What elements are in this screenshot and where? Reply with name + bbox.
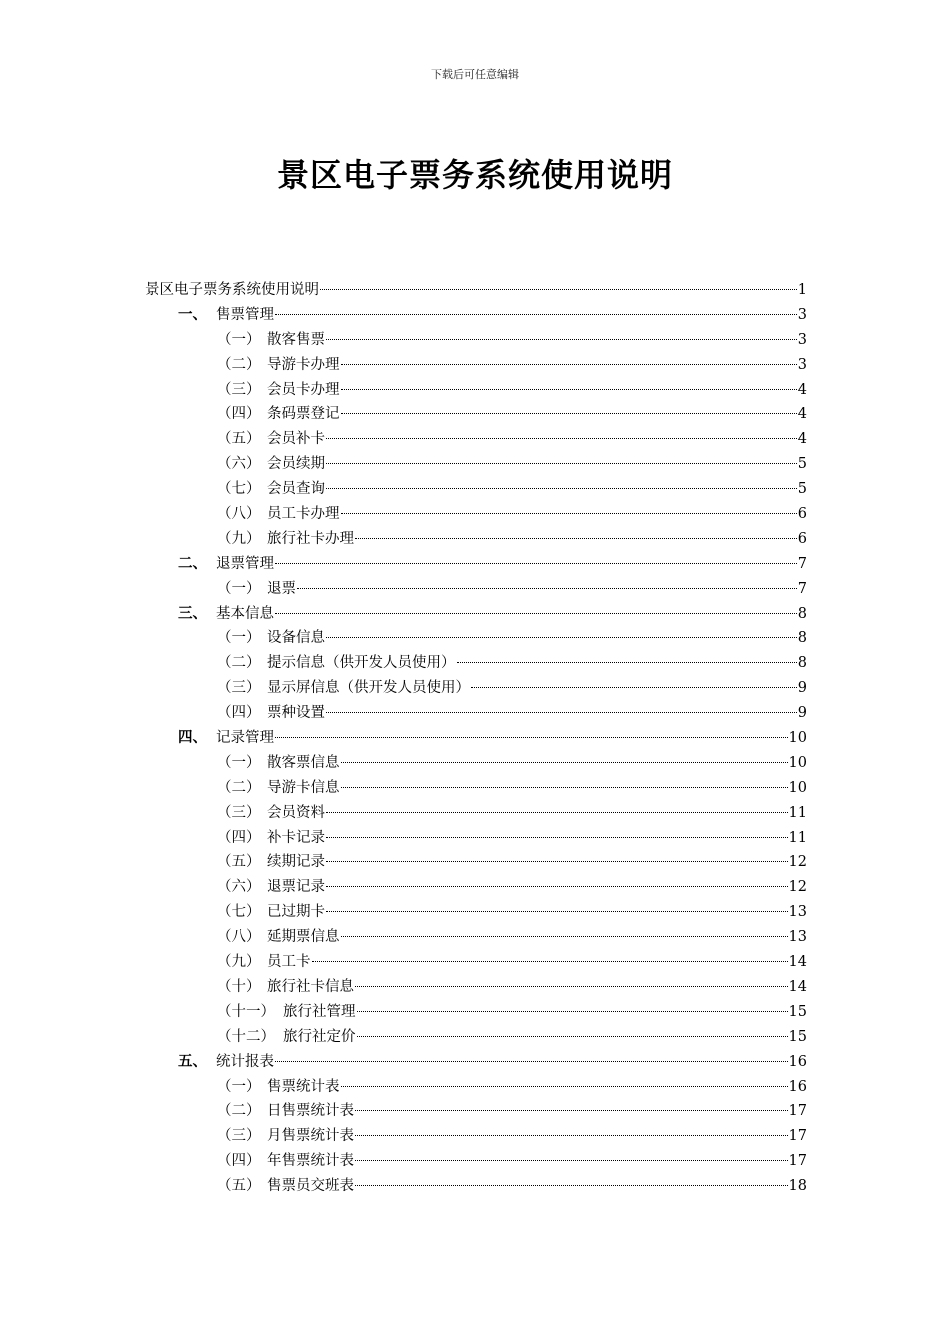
- toc-entry[interactable]: [145, 826, 807, 851]
- toc-entry[interactable]: [145, 676, 807, 701]
- toc-entry[interactable]: [145, 1174, 807, 1199]
- toc-entry[interactable]: [145, 602, 807, 627]
- toc-entry-number: （四）: [217, 1153, 261, 1170]
- toc-entry[interactable]: [145, 402, 807, 427]
- toc-entry-number: （七）: [217, 904, 261, 921]
- toc-entry[interactable]: [145, 303, 807, 328]
- toc-entry-number: （十二）: [217, 1028, 275, 1045]
- toc-entry[interactable]: [145, 552, 807, 577]
- toc-entry[interactable]: [145, 477, 807, 502]
- toc-entry-page: 12: [788, 854, 807, 871]
- toc-entry-number: （三）: [217, 381, 261, 398]
- toc-entry-page: 3: [797, 331, 807, 348]
- toc-leader-dots: [355, 1185, 788, 1186]
- toc-entry-label: 已过期卡: [267, 904, 325, 921]
- toc-entry-number: （三）: [217, 804, 261, 821]
- toc-entry[interactable]: [145, 975, 807, 1000]
- toc-entry[interactable]: [145, 328, 807, 353]
- toc-entry-page: 5: [797, 481, 807, 498]
- toc-entry-page: 4: [797, 406, 807, 423]
- toc-entry[interactable]: [145, 1099, 807, 1124]
- toc-entry[interactable]: [145, 502, 807, 527]
- toc-entry-number: （一）: [217, 331, 261, 348]
- toc-entry-label: 年售票统计表: [267, 1153, 354, 1170]
- toc-entry-label: 旅行社管理: [283, 1003, 356, 1020]
- toc-entry-label: 统计报表: [216, 1053, 274, 1070]
- toc-entry-label: 提示信息（供开发人员使用）: [267, 655, 456, 672]
- toc-entry-number: （五）: [217, 1178, 261, 1195]
- toc-entry-label: 售票统计表: [267, 1078, 340, 1095]
- toc-entry-label: 导游卡办理: [267, 356, 340, 373]
- toc-entry-page: 1: [797, 282, 807, 298]
- toc-entry-page: 14: [788, 978, 807, 995]
- toc-leader-dots: [355, 1160, 788, 1161]
- toc-entry-page: 8: [797, 630, 807, 647]
- toc-leader-dots: [457, 662, 797, 663]
- toc-leader-dots: [355, 986, 788, 987]
- toc-leader-dots: [341, 364, 797, 365]
- toc-leader-dots: [471, 687, 797, 688]
- toc-entry-page: 6: [797, 530, 807, 547]
- toc-entry-label: 日售票统计表: [267, 1103, 354, 1120]
- toc-entry-label: 票种设置: [267, 705, 325, 722]
- toc-entry-page: 18: [788, 1178, 807, 1195]
- toc-entry-page: 4: [797, 431, 807, 448]
- toc-entry[interactable]: [145, 776, 807, 801]
- toc-entry-label: 散客票信息: [267, 754, 340, 771]
- toc-entry[interactable]: [145, 651, 807, 676]
- toc-entry[interactable]: [145, 801, 807, 826]
- toc-entry-label: 会员补卡: [267, 431, 325, 448]
- toc-entry[interactable]: [145, 626, 807, 651]
- toc-leader-dots: [326, 911, 788, 912]
- toc-entry[interactable]: [145, 353, 807, 378]
- toc-entry[interactable]: [145, 1149, 807, 1174]
- toc-entry-page: 6: [797, 506, 807, 523]
- toc-entry-number: （十一）: [217, 1003, 275, 1020]
- toc-entry-page: 15: [788, 1003, 807, 1020]
- toc-entry-label: 员工卡: [267, 954, 311, 971]
- toc-leader-dots: [355, 1135, 788, 1136]
- toc-entry-page: 17: [788, 1153, 807, 1170]
- toc-entry-label: 旅行社定价: [283, 1028, 356, 1045]
- toc-entry-page: 13: [788, 904, 807, 921]
- toc-entry-label: 显示屏信息（供开发人员使用）: [267, 680, 470, 697]
- toc-leader-dots: [275, 737, 788, 738]
- toc-entry[interactable]: [145, 1025, 807, 1050]
- toc-entry-label: 旅行社卡信息: [267, 978, 354, 995]
- header-note: 下载后可任意编辑: [431, 68, 519, 81]
- toc-entry-number: 四、: [178, 729, 207, 747]
- toc-entry[interactable]: [145, 378, 807, 403]
- toc-entry-number: （五）: [217, 431, 261, 448]
- toc-leader-dots: [326, 488, 797, 489]
- toc-entry-page: 10: [788, 754, 807, 771]
- toc-entry[interactable]: [145, 850, 807, 875]
- toc-entry-number: （五）: [217, 854, 261, 871]
- toc-leader-dots: [341, 762, 788, 763]
- toc-leader-dots: [341, 413, 797, 414]
- toc-entry-page: 8: [797, 605, 807, 622]
- toc-entry-number: （六）: [217, 879, 261, 896]
- toc-entry-number: （七）: [217, 481, 261, 498]
- toc-entry-page: 17: [788, 1128, 807, 1145]
- toc-entry-label: 会员卡办理: [267, 381, 340, 398]
- toc-entry-label: 旅行社卡办理: [267, 530, 354, 547]
- toc-entry[interactable]: [145, 527, 807, 552]
- toc-entry-number: （一）: [217, 630, 261, 647]
- toc-entry-label: 售票管理: [216, 306, 274, 323]
- toc-entry-label: 延期票信息: [267, 929, 340, 946]
- toc-entry-label: 售票员交班表: [267, 1178, 354, 1195]
- toc-entry-page: 3: [797, 306, 807, 323]
- toc-leader-dots: [326, 339, 797, 340]
- toc-entry-label: 基本信息: [216, 605, 274, 622]
- toc-entry-page: 12: [788, 879, 807, 896]
- toc-entry-number: （九）: [217, 954, 261, 971]
- toc-leader-dots: [326, 837, 788, 838]
- toc-entry-page: 14: [788, 954, 807, 971]
- toc-leader-dots: [357, 1036, 788, 1037]
- toc-entry-label: 员工卡办理: [267, 506, 340, 523]
- toc-entry-page: 4: [797, 381, 807, 398]
- toc-leader-dots: [297, 588, 797, 589]
- toc-entry-label: 退票管理: [216, 555, 274, 572]
- toc-entry-number: （四）: [217, 705, 261, 722]
- toc-entry[interactable]: [145, 950, 807, 975]
- toc-entry[interactable]: [145, 701, 807, 726]
- toc-entry-label: 会员资料: [267, 804, 325, 821]
- toc-entry[interactable]: [145, 577, 807, 602]
- toc-entry-number: （一）: [217, 754, 261, 771]
- toc-leader-dots: [275, 563, 797, 564]
- toc-entry-label: 续期记录: [267, 854, 325, 871]
- toc-entry-label: 补卡记录: [267, 829, 325, 846]
- toc-entry-label: 退票记录: [267, 879, 325, 896]
- toc-entry-number: 一、: [178, 305, 207, 323]
- toc-leader-dots: [326, 886, 788, 887]
- toc-leader-dots: [312, 961, 788, 962]
- toc-entry-label: 散客售票: [267, 331, 325, 348]
- toc-entry-number: （四）: [217, 406, 261, 423]
- toc-leader-dots: [326, 438, 797, 439]
- toc-entry-label: 会员查询: [267, 481, 325, 498]
- toc-entry-page: 11: [788, 804, 807, 821]
- toc-entry[interactable]: [145, 427, 807, 452]
- toc-entry-page: 16: [788, 1078, 807, 1095]
- toc-leader-dots: [341, 513, 797, 514]
- toc-entry-number: （四）: [217, 829, 261, 846]
- toc-entry-label: 记录管理: [216, 730, 274, 747]
- toc-entry[interactable]: [145, 452, 807, 477]
- toc-entry[interactable]: [145, 1000, 807, 1025]
- toc-leader-dots: [275, 1061, 788, 1062]
- toc-entry-label: 退票: [267, 580, 296, 597]
- toc-entry-page: 9: [797, 680, 807, 697]
- toc-leader-dots: [326, 861, 788, 862]
- toc-leader-dots: [326, 463, 797, 464]
- toc-entry[interactable]: [145, 726, 807, 751]
- toc-entry[interactable]: [145, 900, 807, 925]
- toc-entry[interactable]: [145, 278, 807, 303]
- toc-entry-label: 月售票统计表: [267, 1128, 354, 1145]
- toc-entry-page: 13: [788, 929, 807, 946]
- toc-entry-number: （六）: [217, 456, 261, 473]
- toc-entry-page: 16: [788, 1053, 807, 1070]
- toc-entry-page: 17: [788, 1103, 807, 1120]
- toc-entry-number: （九）: [217, 530, 261, 547]
- toc-entry-page: 3: [797, 356, 807, 373]
- toc-entry-page: 10: [788, 730, 807, 747]
- toc-leader-dots: [326, 637, 797, 638]
- toc-entry[interactable]: [145, 1124, 807, 1149]
- toc-entry-label: 条码票登记: [267, 406, 340, 423]
- toc-entry-number: 五、: [178, 1052, 207, 1070]
- toc-entry-page: 11: [788, 829, 807, 846]
- toc-entry[interactable]: [145, 1075, 807, 1100]
- toc-entry-label: 会员续期: [267, 456, 325, 473]
- toc-leader-dots: [275, 613, 797, 614]
- toc-entry-page: 15: [788, 1028, 807, 1045]
- toc-entry-number: （八）: [217, 506, 261, 523]
- toc-leader-dots: [341, 787, 788, 788]
- toc-leader-dots: [341, 936, 788, 937]
- toc-leader-dots: [341, 1086, 788, 1087]
- toc-entry-number: 三、: [178, 604, 207, 622]
- toc-entry-number: （三）: [217, 1128, 261, 1145]
- toc-entry[interactable]: [145, 1050, 807, 1075]
- toc-entry-label: 景区电子票务系统使用说明: [145, 282, 319, 298]
- toc-leader-dots: [320, 289, 797, 290]
- toc-entry-number: （一）: [217, 580, 261, 597]
- document-title: 景区电子票务系统使用说明: [276, 156, 673, 194]
- toc-leader-dots: [355, 1110, 788, 1111]
- toc-entry-number: （三）: [217, 680, 261, 697]
- toc-entry-number: （二）: [217, 779, 261, 796]
- toc-entry-page: 7: [797, 555, 807, 572]
- toc-entry-number: （八）: [217, 929, 261, 946]
- toc-entry-page: 5: [797, 456, 807, 473]
- toc-entry-page: 7: [797, 580, 807, 597]
- toc-leader-dots: [275, 314, 797, 315]
- toc-entry-page: 10: [788, 779, 807, 796]
- toc-entry-number: （十）: [217, 978, 261, 995]
- toc-leader-dots: [357, 1011, 788, 1012]
- toc-entry[interactable]: [145, 925, 807, 950]
- toc-leader-dots: [355, 538, 797, 539]
- toc-leader-dots: [341, 389, 797, 390]
- toc-entry-page: 8: [797, 655, 807, 672]
- toc-entry-page: 9: [797, 705, 807, 722]
- toc-entry-label: 导游卡信息: [267, 779, 340, 796]
- toc-entry-number: （二）: [217, 356, 261, 373]
- toc-entry-number: 二、: [178, 554, 207, 572]
- toc-leader-dots: [326, 712, 797, 713]
- table-of-contents: [145, 278, 807, 1199]
- toc-entry[interactable]: [145, 751, 807, 776]
- toc-entry-label: 设备信息: [267, 630, 325, 647]
- toc-entry-number: （一）: [217, 1078, 261, 1095]
- toc-leader-dots: [326, 812, 788, 813]
- toc-entry-number: （二）: [217, 1103, 261, 1120]
- toc-entry[interactable]: [145, 875, 807, 900]
- toc-entry-number: （二）: [217, 655, 261, 672]
